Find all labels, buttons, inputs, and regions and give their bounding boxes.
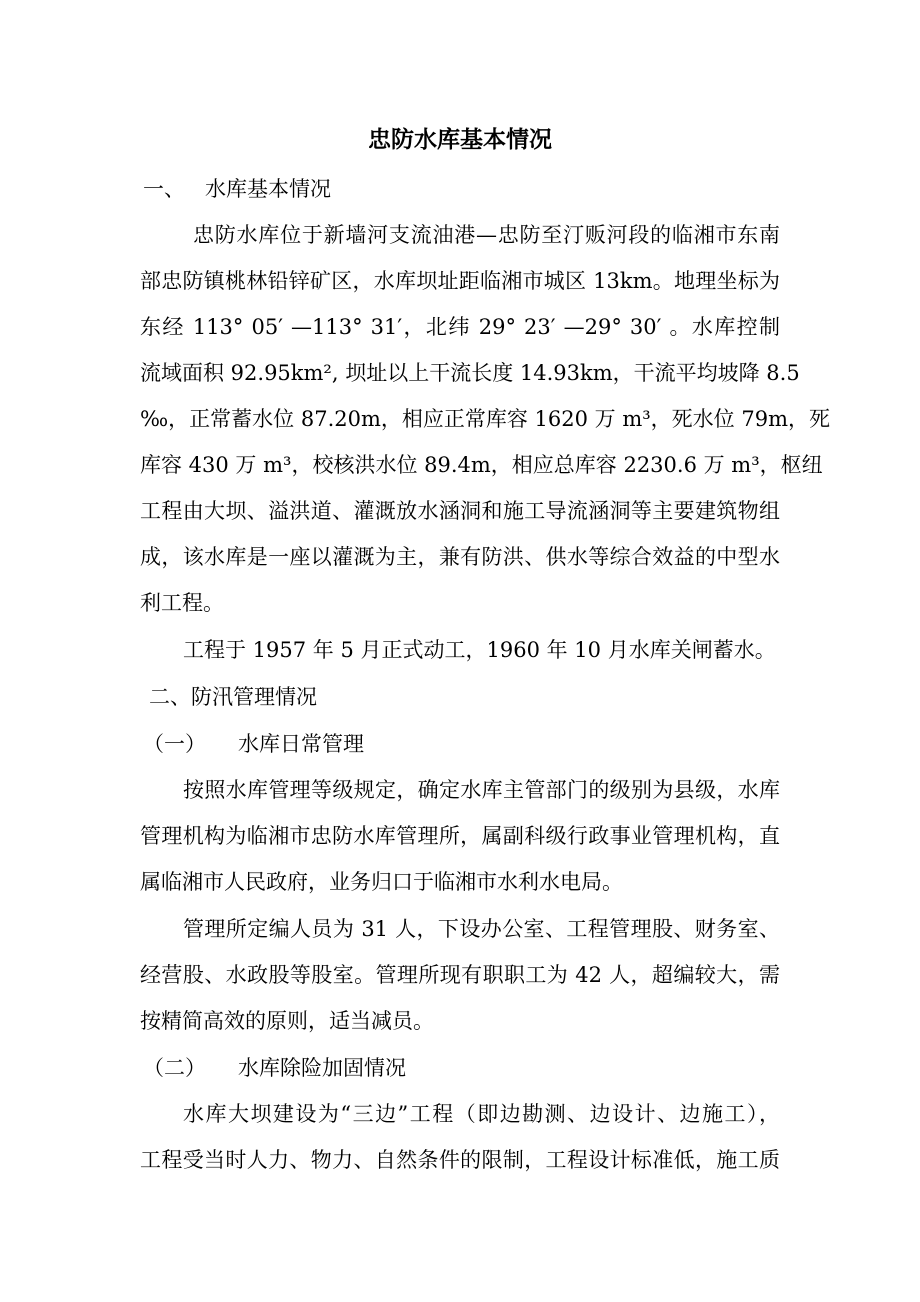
paragraph-line: 水库大坝建设为“三边”工程（即边勘测、边设计、边施工）， [183, 1102, 780, 1126]
section-1-heading: 水库基本情况 [205, 177, 331, 201]
subsection-1-heading: 水库日常管理 [238, 732, 364, 756]
paragraph-line: 部忠防镇桃林铅锌矿区，水库坝址距临湘市城区 13km。地理坐标为 [140, 269, 780, 293]
paragraph-line: 按照水库管理等级规定，确定水库主管部门的级别为县级，水库 [183, 778, 780, 802]
paragraph-line: ‰，正常蓄水位 87.20m，相应正常库容 1620 万 m³，死水位 79m，死 [140, 407, 830, 431]
subsection-2-number: （二） [143, 1056, 206, 1080]
paragraph-line: 经营股、水政股等股室。管理所现有职职工为 42 人，超编较大，需 [140, 963, 780, 987]
subsection-1-number: （一） [143, 732, 206, 756]
paragraph-line: 利工程。 [140, 591, 224, 615]
paragraph-line: 东经 113° 05′ —113° 31′，北纬 29° 23′ —29° 30′ 。水库控制 [140, 315, 780, 339]
paragraph-line: 工程由大坝、溢洪道、灌溉放水涵洞和施工导流涵洞等主要建筑物组 [140, 499, 780, 523]
paragraph-line: 管理机构为临湘市忠防水库管理所，属副科级行政事业管理机构，直 [140, 824, 780, 848]
paragraph-line: 流域面积 92.95km², 坝址以上干流长度 14.93km，干流平均坡降 8.5 [140, 361, 800, 385]
paragraph-line: 工程受当时人力、物力、自然条件的限制，工程设计标准低，施工质 [140, 1148, 780, 1172]
paragraph-line: 库容 430 万 m³，校核洪水位 89.4m，相应总库容 2230.6 万 m³，枢纽 [140, 453, 823, 477]
section-1-number: 一、 [143, 177, 185, 201]
subsection-2-heading: 水库除险加固情况 [238, 1056, 406, 1080]
paragraph-line: 按精简高效的原则，适当减员。 [140, 1009, 434, 1033]
paragraph-line: 管理所定编人员为 31 人，下设办公室、工程管理股、财务室、 [183, 917, 780, 941]
paragraph-line: 忠防水库位于新墙河支流油港—忠防至汀贩河段的临湘市东南 [193, 223, 780, 247]
page-title: 忠防水库基本情况 [368, 126, 552, 153]
section-2-heading: 二、防汛管理情况 [149, 685, 317, 709]
paragraph-line: 成，该水库是一座以灌溉为主，兼有防洪、供水等综合效益的中型水 [140, 545, 780, 569]
paragraph-line: 工程于 1957 年 5 月正式动工，1960 年 10 月水库关闸蓄水。 [183, 638, 776, 662]
paragraph-line: 属临湘市人民政府，业务归口于临湘市水利水电局。 [140, 870, 623, 894]
